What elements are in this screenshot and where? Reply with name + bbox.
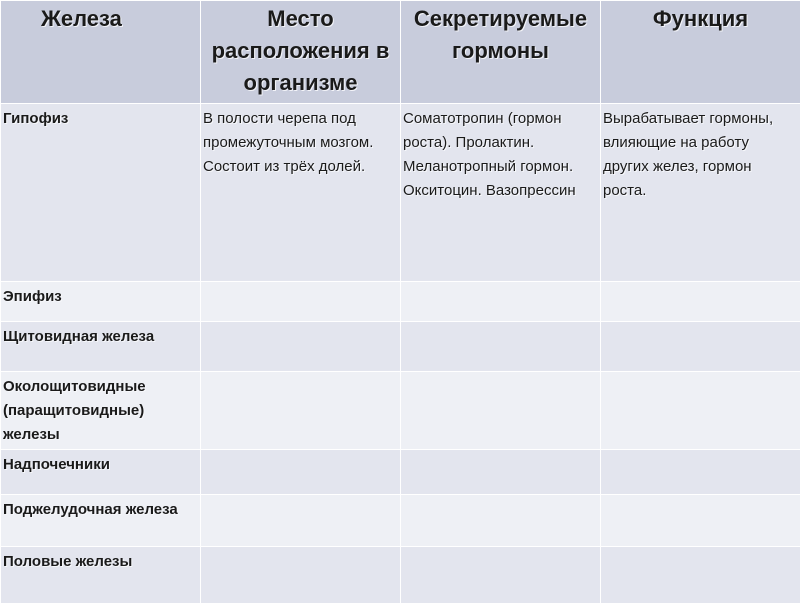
cell-hormones [401, 322, 601, 372]
header-hormones: Секретируемые гормоны [401, 1, 601, 104]
cell-location [201, 450, 401, 495]
cell-hormones [401, 450, 601, 495]
header-row [1, 1, 800, 104]
table-row [1, 282, 800, 322]
table-row [1, 372, 800, 450]
cell-gland: Эпифиз [1, 282, 201, 322]
header-location: Место расположения в организме [201, 1, 401, 104]
cell-location: В полости черепа под промежуточным мозгом. Состоит из трёх долей. [201, 104, 401, 282]
cell-location [201, 372, 401, 450]
table-row [1, 322, 800, 372]
cell-gland: Щитовидная железа [1, 322, 201, 372]
cell-gland: Поджелудочная железа [1, 495, 201, 547]
cell-function [601, 547, 800, 604]
cell-function [601, 450, 800, 495]
cell-hormones [401, 372, 601, 450]
cell-function [601, 282, 800, 322]
cell-function [601, 495, 800, 547]
header-gland: Железа [1, 1, 201, 104]
cell-gland: Половые железы [1, 547, 201, 604]
cell-hormones [401, 495, 601, 547]
table-header [1, 1, 800, 104]
cell-hormones [401, 282, 601, 322]
cell-function: Вырабатывает гормоны, влияющие на работу других желез, гормон роста. [601, 104, 800, 282]
cell-function [601, 322, 800, 372]
table-row [1, 495, 800, 547]
table-row [1, 450, 800, 495]
cell-hormones [401, 547, 601, 604]
table-row [1, 547, 800, 604]
cell-gland: Гипофиз [1, 104, 201, 282]
cell-function [601, 372, 800, 450]
cell-location [201, 495, 401, 547]
table-row [1, 104, 800, 282]
cell-location [201, 282, 401, 322]
table-body [1, 104, 800, 604]
cell-location [201, 322, 401, 372]
cell-location [201, 547, 401, 604]
cell-gland: Околощитовидные (паращитовидные) железы [1, 372, 201, 450]
cell-gland: Надпочечники [1, 450, 201, 495]
header-function: Функция [601, 1, 800, 104]
cell-hormones: Соматотропин (гормон роста). Пролактин. Меланотропный гормон. Окситоцин. Вазопрессин [401, 104, 601, 282]
